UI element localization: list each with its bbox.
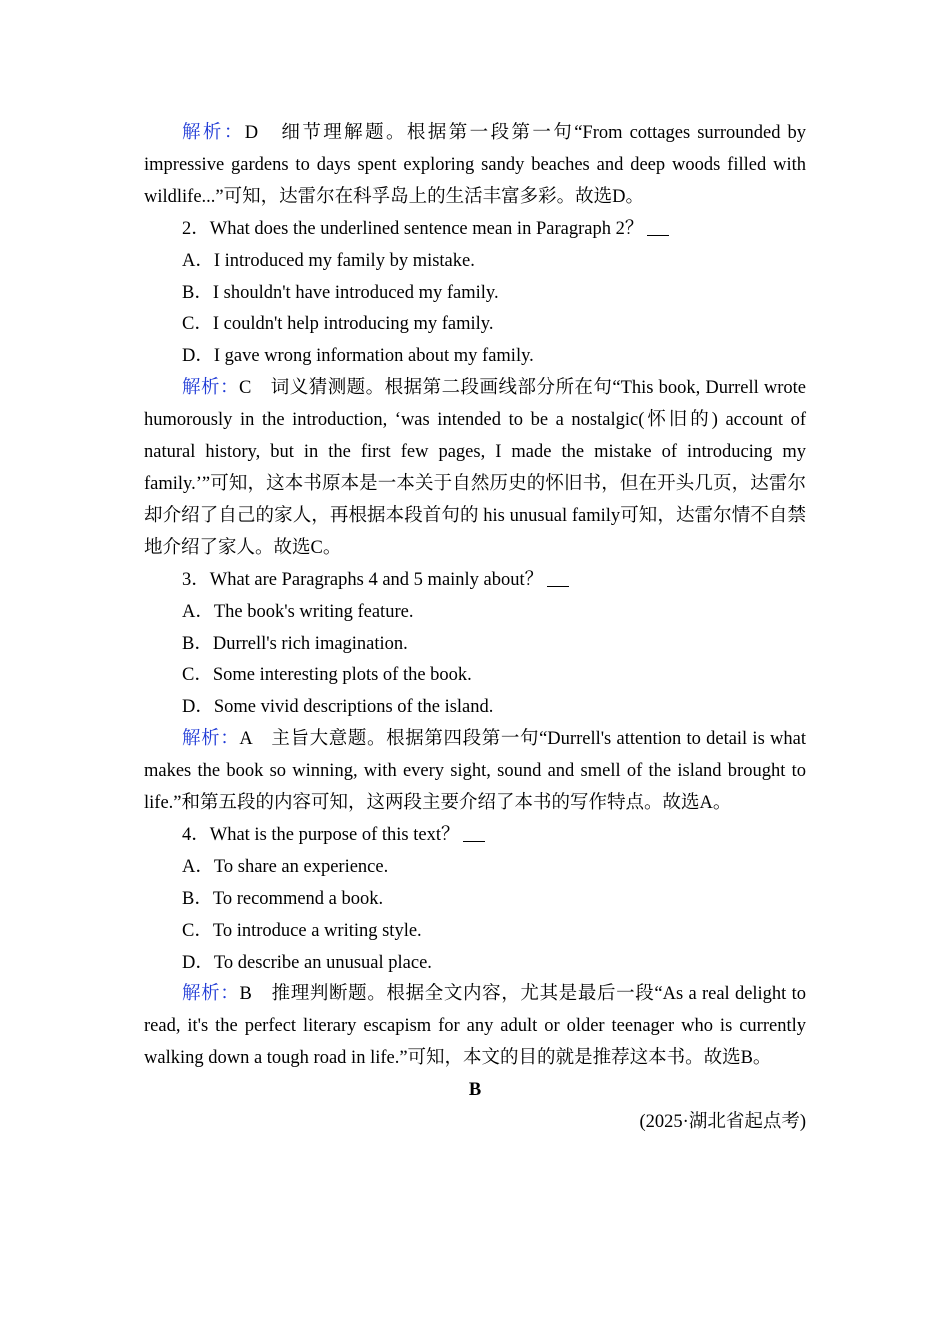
question-text: 2．What does the underlined sentence mean in Paragraph 2？ bbox=[182, 218, 644, 239]
q2-option-b: B．I shouldn't have introduced my family. bbox=[182, 282, 499, 303]
answer-blank bbox=[547, 568, 569, 587]
analysis-label: 解析： bbox=[182, 729, 240, 750]
q3-stem bbox=[144, 565, 806, 597]
q3-analysis bbox=[144, 724, 806, 820]
q4-option-d: D．To describe an unusual place. bbox=[182, 952, 432, 973]
analysis-label: 解析： bbox=[182, 378, 239, 399]
q1-analysis bbox=[144, 118, 806, 214]
q2-option-d: D．I gave wrong information about my family. bbox=[182, 346, 534, 367]
question-text: 3．What are Paragraphs 4 and 5 mainly about？ bbox=[182, 569, 544, 590]
q3-option-a: A．The book's writing feature. bbox=[182, 601, 414, 622]
q2-analysis bbox=[144, 373, 806, 564]
q2-stem bbox=[144, 214, 806, 246]
q4-option-c: C．To introduce a writing style. bbox=[182, 920, 422, 941]
answer-blank bbox=[463, 823, 485, 842]
question-text: 4．What is the purpose of this text？ bbox=[182, 824, 460, 845]
analysis-text: A 主旨大意题。根据第四段第一句“Durrell's attention to detail is what makes the book so winning, with every sight, sound and smell of the island brought to life.”和第五段的内容可知，这两段主要介绍了本书的写作特点。故选A。 bbox=[144, 729, 806, 814]
analysis-text: C 词义猜测题。根据第二段画线部分所在句“This book, Durrell wrote humorously in the introduction, ‘was intended to be a nostalgic(怀旧的) account of natural history, but in the first few pages, I made the mistake of introducing my family.’”可知，这本书原本是一本关于自然历史的怀旧书，但在开头几页，达雷尔却介绍了自己的家人，再根据本段首句的 his unusual family可知，达雷尔情不自禁地介绍了家人。故选C。 bbox=[144, 378, 806, 558]
analysis-label: 解析： bbox=[182, 984, 240, 1005]
section-heading: B bbox=[468, 1080, 482, 1101]
q4-analysis bbox=[144, 979, 806, 1075]
analysis-text: D 细节理解题。根据第一段第一句“From cottages surrounded by impressive gardens to days spent exploring sandy beaches and deep woods filled with wildlife...”可知，达雷尔在科孚岛上的生活丰富多彩。故选D。 bbox=[144, 123, 806, 207]
q4-option-a: A．To share an experience. bbox=[182, 856, 389, 877]
q2-option-c: C．I couldn't help introducing my family. bbox=[182, 314, 494, 335]
answer-blank bbox=[647, 217, 669, 236]
document-content bbox=[144, 118, 806, 1139]
q4-option-b: B．To recommend a book. bbox=[182, 888, 384, 909]
analysis-text: B 推理判断题。根据全文内容，尤其是最后一段“As a real delight to read, it's the perfect literary escapism for any adult or older teenager who is currently walking down a tough road in life.”可知，本文的目的就是推荐这本书。故选B。 bbox=[144, 984, 806, 1069]
section-source: (2025·湖北省起点考) bbox=[639, 1112, 806, 1133]
q3-option-c: C．Some interesting plots of the book. bbox=[182, 665, 472, 686]
q3-option-d: D．Some vivid descriptions of the island. bbox=[182, 697, 494, 718]
q2-option-a: A．I introduced my family by mistake. bbox=[182, 250, 475, 271]
analysis-label: 解析： bbox=[182, 123, 245, 143]
q4-stem bbox=[144, 820, 806, 852]
q3-option-b: B．Durrell's rich imagination. bbox=[182, 633, 408, 654]
